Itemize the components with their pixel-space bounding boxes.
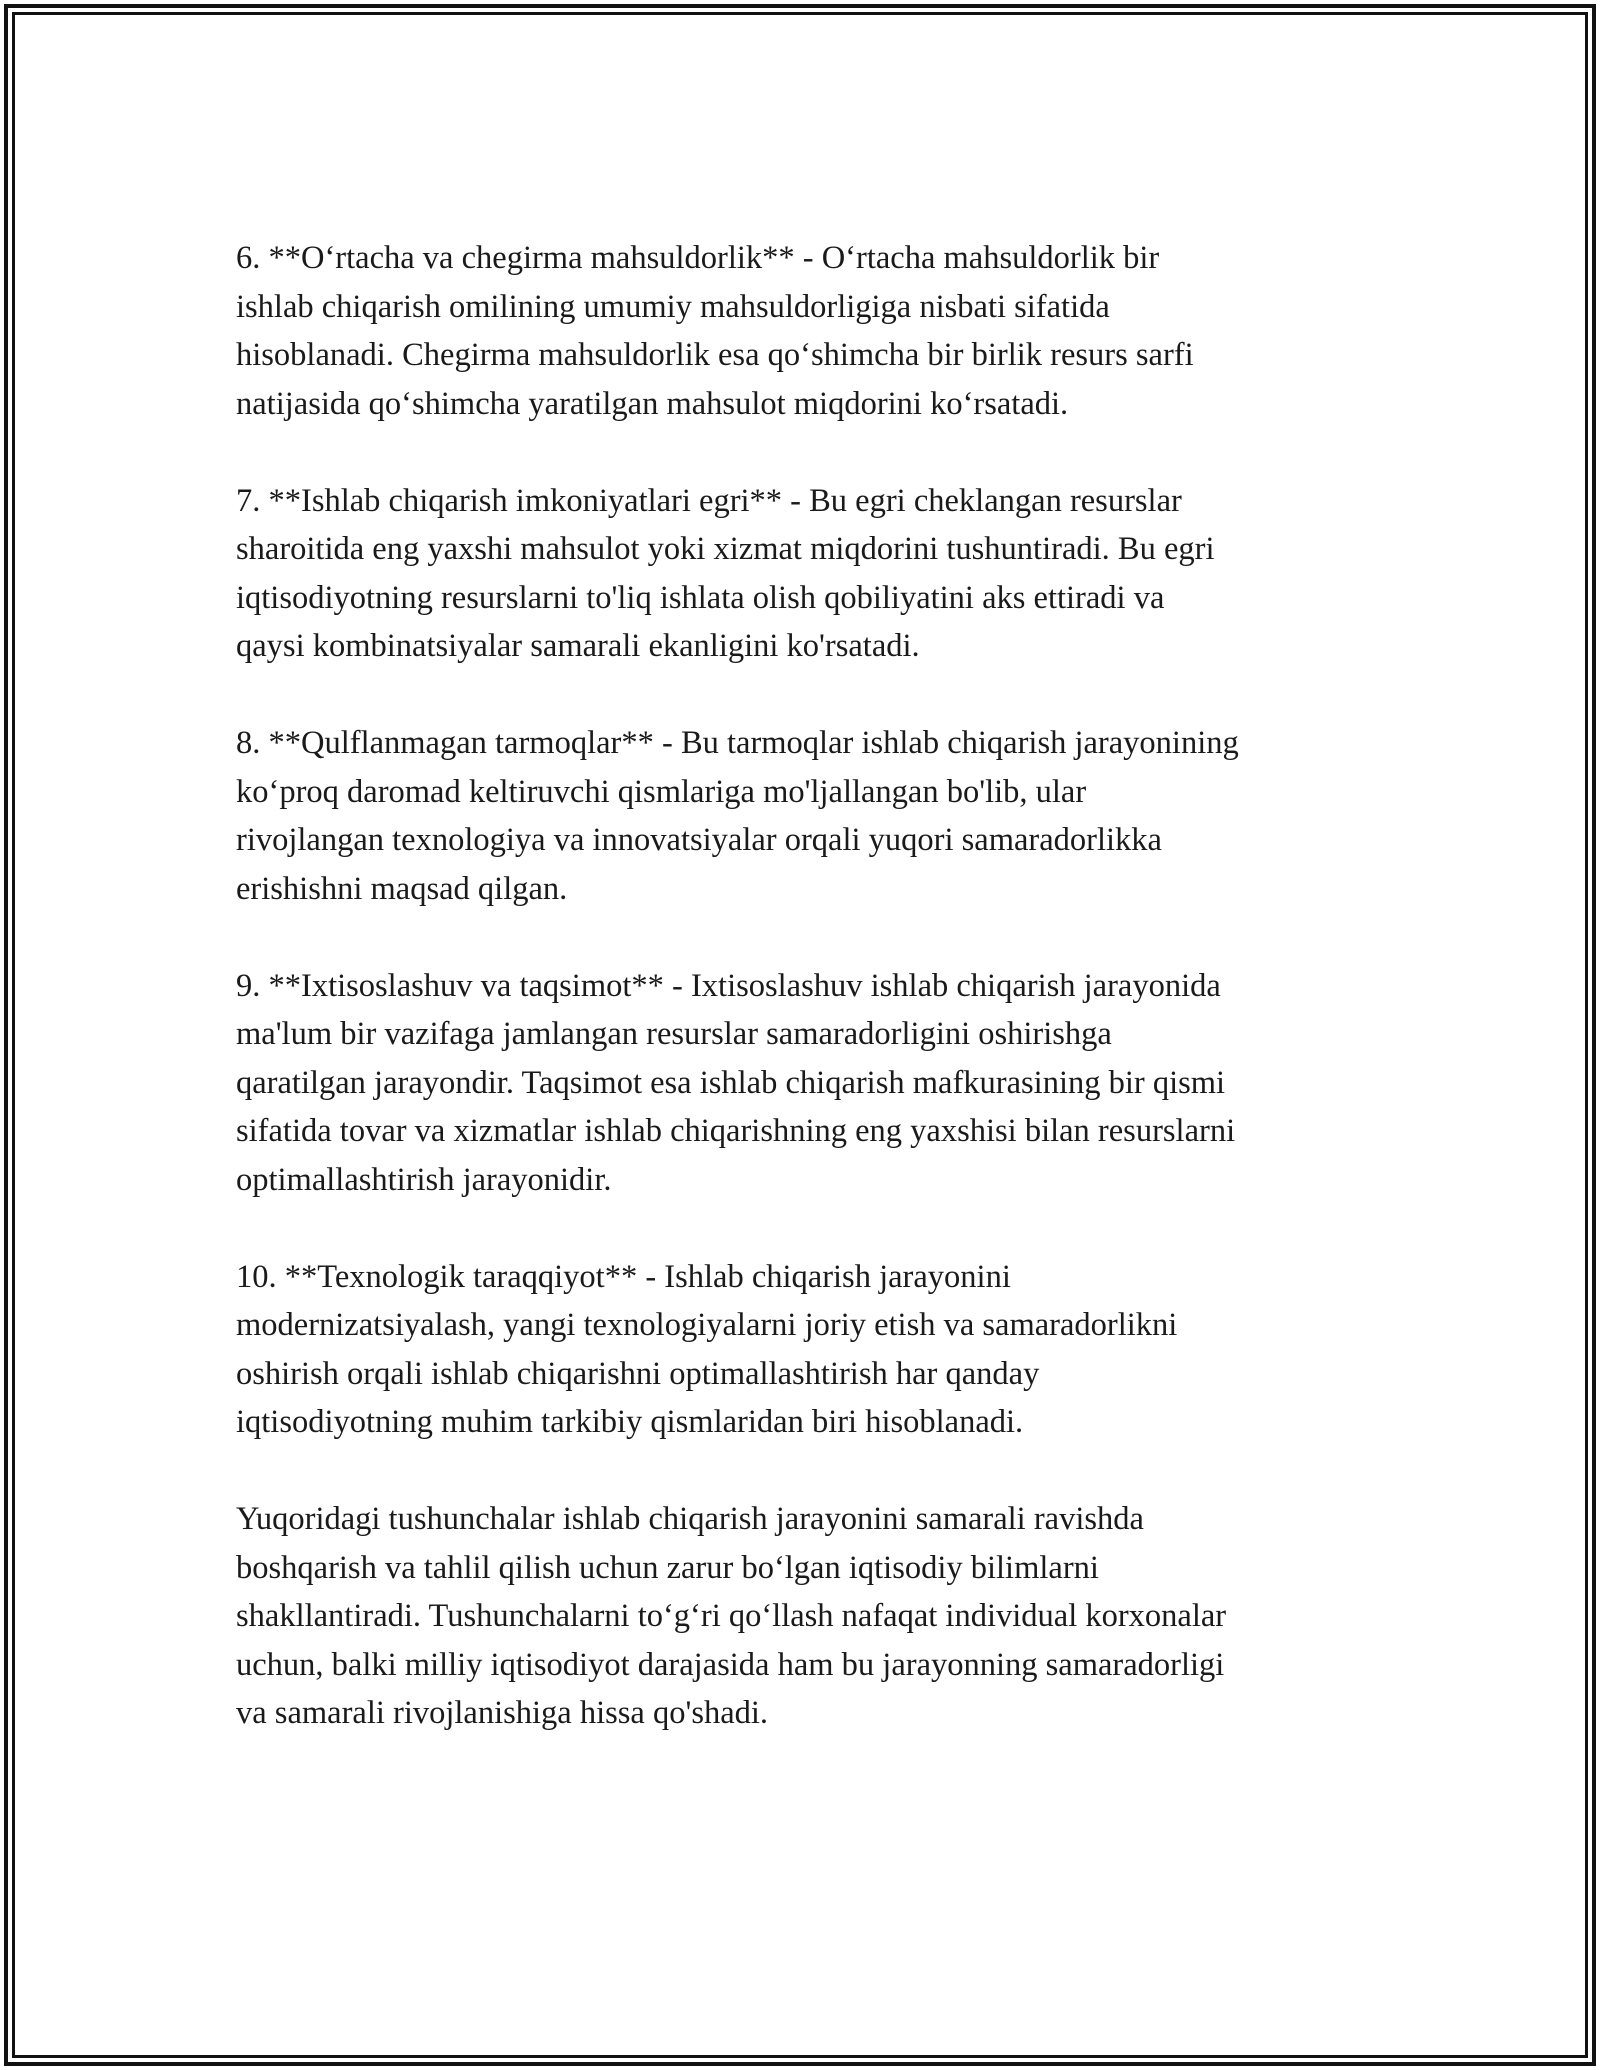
paragraph-item-9: 9. **Ixtisoslashuv va taqsimot** - Ixtisoslashuv ishlab chiqarish jarayonida ma'lum bir vazifaga jamlangan resurslar samaradorligini oshirishga qaratilgan jarayondir. Taqsimot esa ishlab chiqarish mafkurasining bir qismi sifatida tovar va xizmatlar ishlab chiqarishning eng yaxshisi bilan resurslarni optimallashtirish jarayonidir. <box>236 967 1236 1198</box>
paragraph-item-10: 10. **Texnologik taraqqiyot** - Ishlab chiqarish jarayonini modernizatsiyalash, yangi texnologiyalarni joriy etish va samaradorlikni oshirish orqali ishlab chiqarishni optimallashtirish har qanday iqtisodiyotning muhim tarkibiy qismlaridan biri hisoblanadi. <box>236 1258 1178 1440</box>
paragraph-conclusion: Yuqoridagi tushunchalar ishlab chiqarish jarayonini samarali ravishda boshqarish va tahlil qilish uchun zarur bo‘lgan iqtisodiy bilimlarni shakllantiradi. Tushunchalarni to‘g‘ri qo‘llash nafaqat individual korxonalar uchun, balki milliy iqtisodiyot darajasida ham bu jarayonning samaradorligi va samarali rivojlanishiga hissa qo'shadi. <box>236 1501 1227 1731</box>
paragraph-item-8: 8. **Qulflanmagan tarmoqlar** - Bu tarmoqlar ishlab chiqarish jarayonining ko‘proq daromad keltiruvchi qismlariga mo'ljallangan bo'lib, ular rivojlangan texnologiya va innovatsiyalar orqali yuqori samaradorlikka erishishni maqsad qilgan. <box>236 725 1239 907</box>
paragraph-item-6: 6. **O‘rtacha va chegirma mahsuldorlik** - O‘rtacha mahsuldorlik bir ishlab chiqarish omilining umumiy mahsuldorligiga nisbati sifatida hisoblanadi. Chegirma mahsuldorlik esa qo‘shimcha bir birlik resurs sarfi natijasida qo‘shimcha yaratilgan mahsulot miqdorini ko‘rsatadi. <box>236 240 1194 422</box>
document-body <box>236 234 1376 1738</box>
paragraph-item-7: 7. **Ishlab chiqarish imkoniyatlari egri** - Bu egri cheklangan resurslar sharoitida eng yaxshi mahsulot yoki xizmat miqdorini tushuntiradi. Bu egri iqtisodiyotning resurslarni to'liq ishlata olish qobiliyatini aks ettiradi va qaysi kombinatsiyalar samarali ekanligini ko'rsatadi. <box>236 482 1215 664</box>
